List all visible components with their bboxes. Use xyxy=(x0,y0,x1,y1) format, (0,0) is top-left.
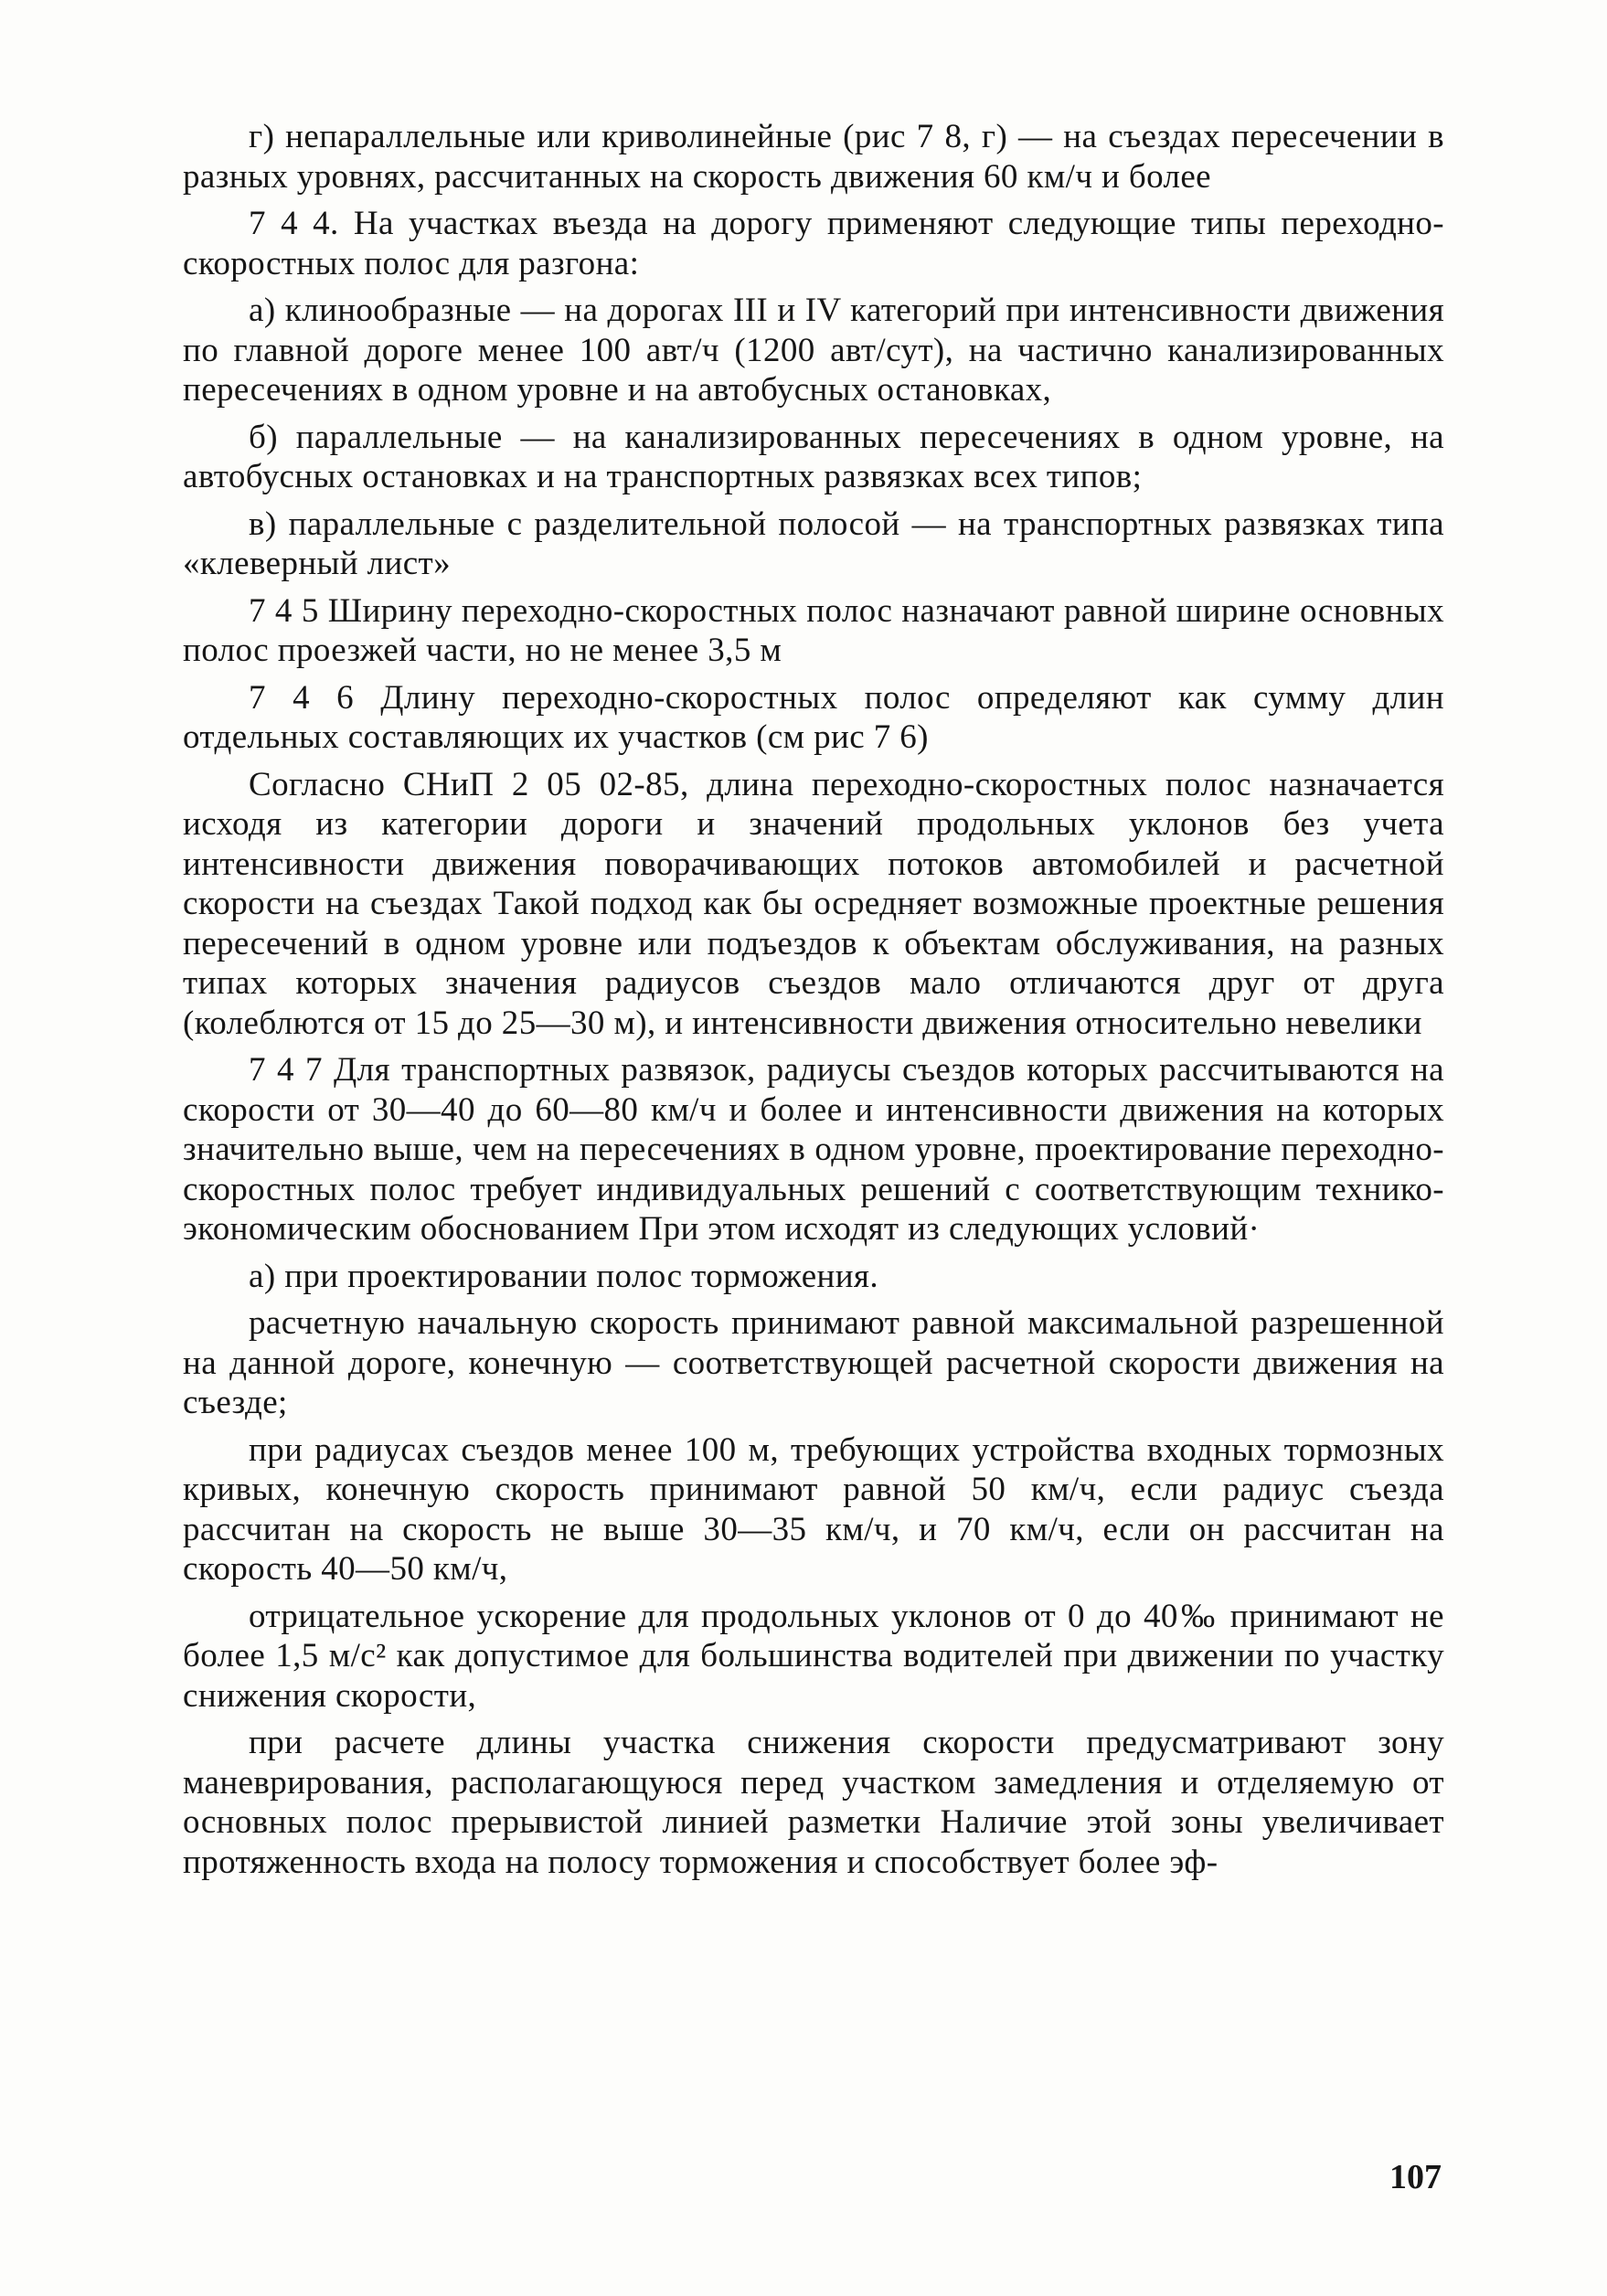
paragraph: отрицательное ускорение для продольных уклонов от 0 до 40‰ принимают не более 1,5 м/с² как допустимое для большинства водителей при движении по участку снижения скорости, xyxy=(183,1597,1444,1715)
paragraph: при радиусах съездов менее 100 м, требующих устройства входных тормозных кривых, конечную скорость принимают равной 50 км/ч, если радиус съезда рассчитан на скорость не выше 30—35 км/ч, и 70 км/ч, если он рассчитан на скорость 40—50 км/ч, xyxy=(183,1430,1444,1588)
paragraph: 7 4 5 Ширину переходно-скоростных полос назначают равной ширине основных полос проезжей части, но не менее 3,5 м xyxy=(183,591,1444,669)
paragraph: 7 4 4. На участках въезда на дорогу применяют следующие типы переходно-скоростных полос для разгона: xyxy=(183,205,1444,282)
paragraph: г) непараллельные или криволинейные (рис 7 8, г) — на съездах пересечении в разных уровнях, рассчитанных на скорость движения 60 км/ч и более xyxy=(183,118,1444,196)
paragraph: б) параллельные — на канализированных пересечениях в одном уровне, на автобусных остановках и на транспортных развязках всех типов; xyxy=(183,418,1444,495)
paragraph: в) параллельные с разделительной полосой — на транспортных развязках типа «клеверный лист» xyxy=(183,505,1444,582)
page-number: 107 xyxy=(1389,2158,1442,2196)
body-text xyxy=(183,117,1444,1882)
paragraph: а) клинообразные — на дорогах III и IV категорий при интенсивности движения по главной дороге менее 100 авт/ч (1200 авт/сут), на частично канализированных пересечениях в одном уровне и на автобусных остановках, xyxy=(183,292,1444,409)
paragraph: Согласно СНиП 2 05 02-85, длина переходно-скоростных полос назначается исходя из категории дороги и значений продольных уклонов без учета интенсивности движения поворачивающих потоков автомобилей и расчетной скорости на съездах Такой подход как бы осредняет возможные проектные решения пересечений в одном уровне или подъездов к объектам обслуживания, на разных типах которых значения радиусов съездов мало отличаются друг от друга (колеблются от 15 до 25—30 м), и интенсивности движения относительно невелики xyxy=(183,765,1444,1042)
paragraph: 7 4 6 Длину переходно-скоростных полос определяют как сумму длин отдельных составляющих их участков (см рис 7 6) xyxy=(183,678,1444,756)
paragraph: а) при проектировании полос торможения. xyxy=(249,1257,878,1295)
paragraph: расчетную начальную скорость принимают равной максимальной разрешенной на данной дороге, конечную — соответствующей расчетной скорости движения на съезде; xyxy=(183,1304,1444,1421)
paragraph: при расчете длины участка снижения скорости предусматривают зону маневрирования, располагающуюся перед участком замедления и отделяемую от основных полос прерывистой линией разметки Наличие этой зоны увеличивает протяженность входа на полосу торможения и способствует более эф- xyxy=(183,1724,1444,1881)
paragraph: 7 4 7 Для транспортных развязок, радиусы съездов которых рассчитываются на скорости от 30—40 до 60—80 км/ч и более и интенсивности движения на которых значительно выше, чем на пересечениях в одном уровне, проектирование переходно-скоростных полос требует индивидуальных решений с соответствующим технико-экономическим обоснованием При этом исходят из следующих условий· xyxy=(183,1051,1444,1248)
